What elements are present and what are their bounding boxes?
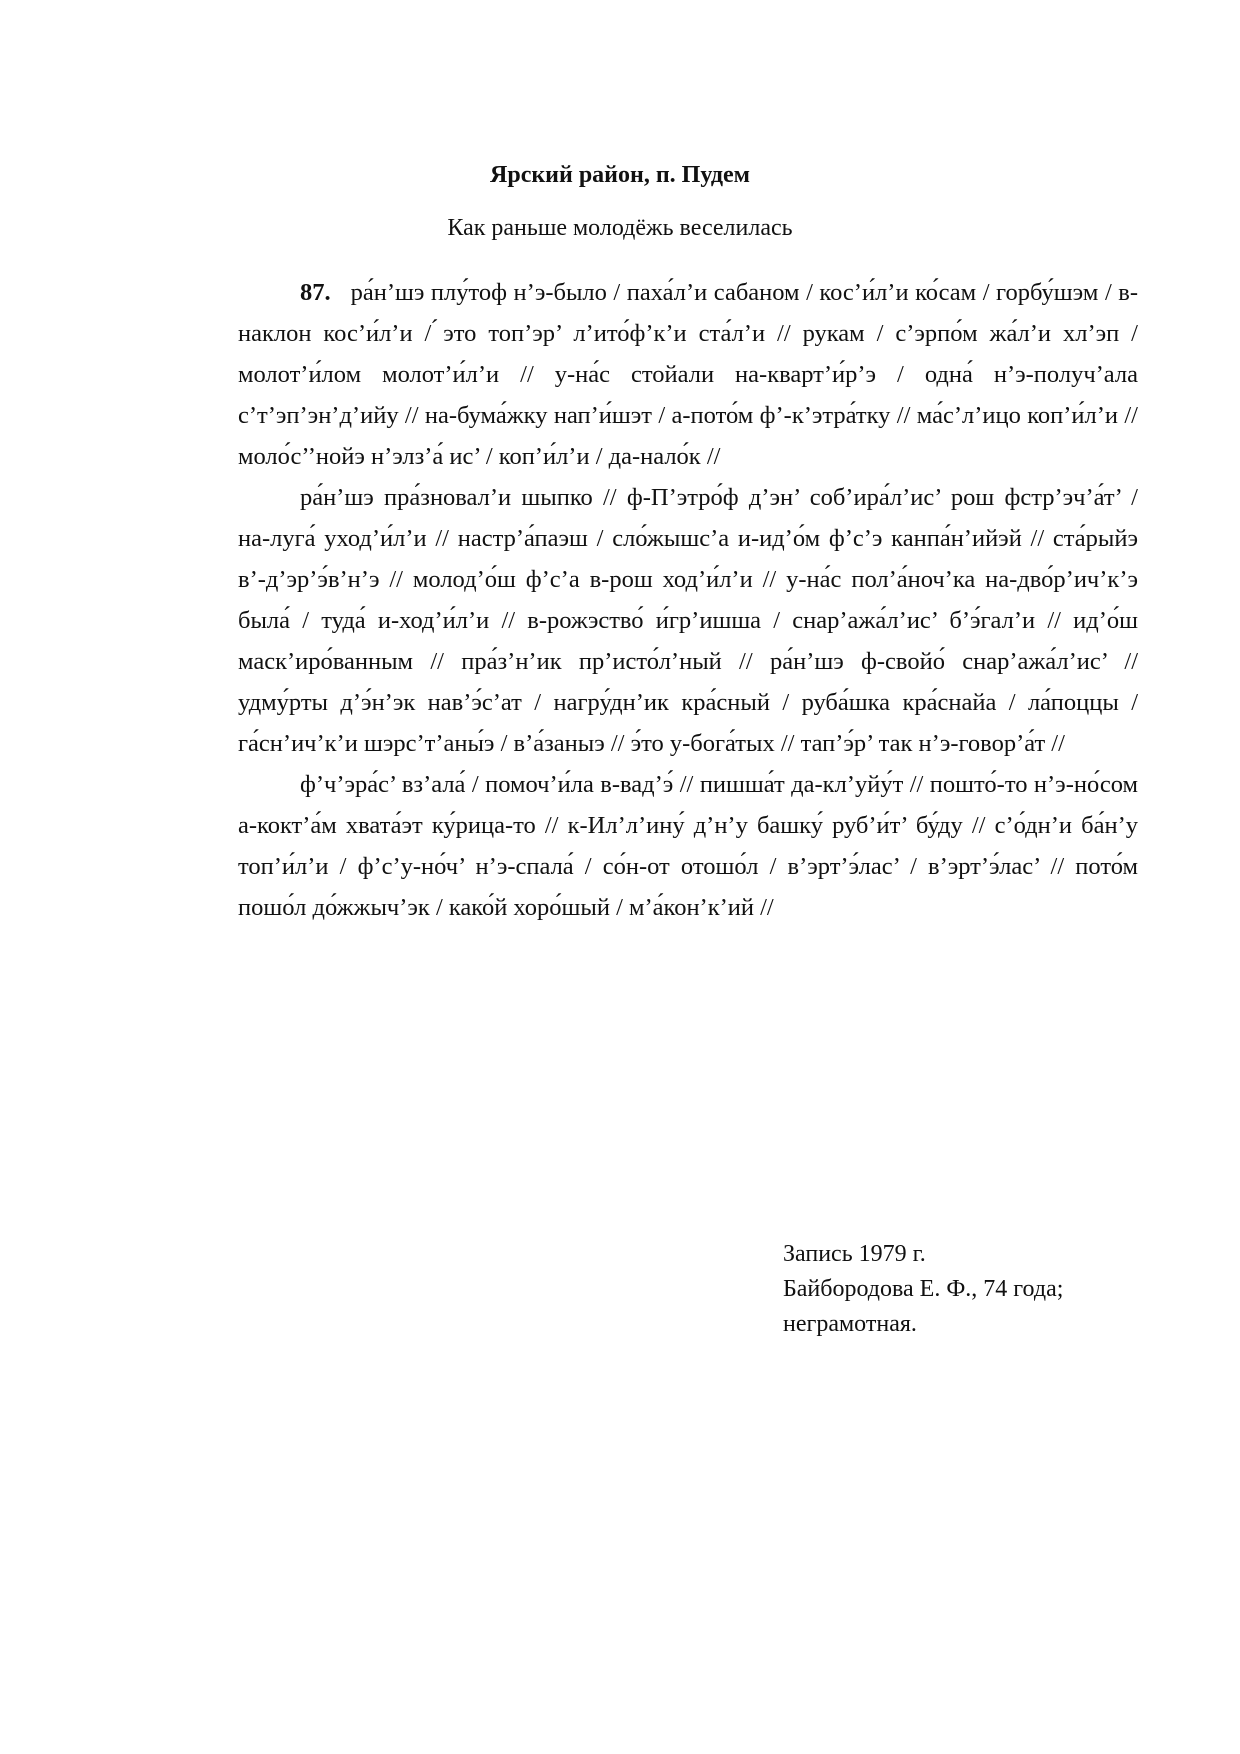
paragraph-1-text: ра́н’шэ плу́тоф н’э-было / паха́л’и сабаном / кос’и́л’и ко́сам / горбу́шэм / в-наклон кос’и́л’и / ́это топ’эр’ л’ито́ф’к’и ста́л’и // рукам / с’эрпо́м жа́л’и хл’эп / молот’и́лом молот’и́л’и // у-на́с стойали на-кварт’и́р’э / одна́ н’э-получ’ала с’т’эп’эн’д’ийу // на-бума́жку нап’и́шэт / а-пото́м ф’-к’этра́тку // ма́с’л’ицо коп’и́л’и // моло́с’’нойэ н’элз’а́ ис’ / коп’и́л’и / да-нало́к // xyxy=(238,279,1138,470)
paragraph-2-text: ра́н’шэ пра́зновал’и шыпко // ф-П’этро́ф д’эн’ соб’ира́л’ис’ рош фстр’эч’а́т’ / на-луга́ уход’и́л’и // настр’а́паэш / сло́жышс’а и-ид’о́м ф’с’э канпа́н’ийэй // ста́рыйэ в’-д’эр’э́в’н’э // молод’о́ш ф’с’а в-рош ход’и́л’и // у-на́с пол’а́ноч’ка на-дво́р’ич’к’э была́ / туда́ и-ход’и́л’и // в-рожэство́ и́гр’ишша / снар’ажа́л’ис’ б’э́гал’и // ид’о́ш маск’иро́ванным // пра́з’н’ик пр’исто́л’ный // ра́н’шэ ф-свойо́ снар’ажа́л’ис’ // удму́рты д’э́н’эк нав’э́с’ат / нагру́дн’ик кра́сный / руба́шка кра́снайа / ла́поццы / га́сн’ич’к’и шэрс’т’аны́э / в’а́заныэ // э́то у-бога́тых // тап’э́р’ так н’э-говор’а́т // xyxy=(238,484,1138,757)
paragraph-number: 87. xyxy=(300,279,331,306)
paragraph-3-text: ф’ч’эра́с’ вз’ала́ / помоч’и́ла в-вад’э́ // пишша́т да-кл’уйу́т // пошто́-то н’э-но́сом а-кокт’а́м хвата́эт ку́рица-то // к-Ил’л’ину́ д’н’у башку́ руб’и́т’ бу́ду // с’о́дн’и ба́н’у топ’и́л’и / ф’с’у-но́ч’ н’э-спала́ / со́н-от отошо́л / в’эрт’э́лас’ / в’эрт’э́лас’ // пото́м пошо́л до́жжыч’эк / како́й хоро́шый / м’а́кон’к’ий // xyxy=(238,771,1138,921)
informant-literacy: неграмотная. xyxy=(783,1311,917,1337)
document-subtitle: Как раньше молодёжь веселилась xyxy=(447,215,793,241)
informant-name: Байбородова Е. Ф., 74 года; xyxy=(783,1276,1064,1302)
paragraph-3 xyxy=(238,764,1138,928)
recording-year: Запись 1979 г. xyxy=(783,1241,926,1267)
transcription-body xyxy=(238,272,1138,928)
recording-info xyxy=(783,1237,1063,1342)
paragraph-2 xyxy=(238,477,1138,764)
document-title: Ярский район, п. Пудем xyxy=(490,162,750,188)
paragraph-1 xyxy=(238,272,1138,477)
